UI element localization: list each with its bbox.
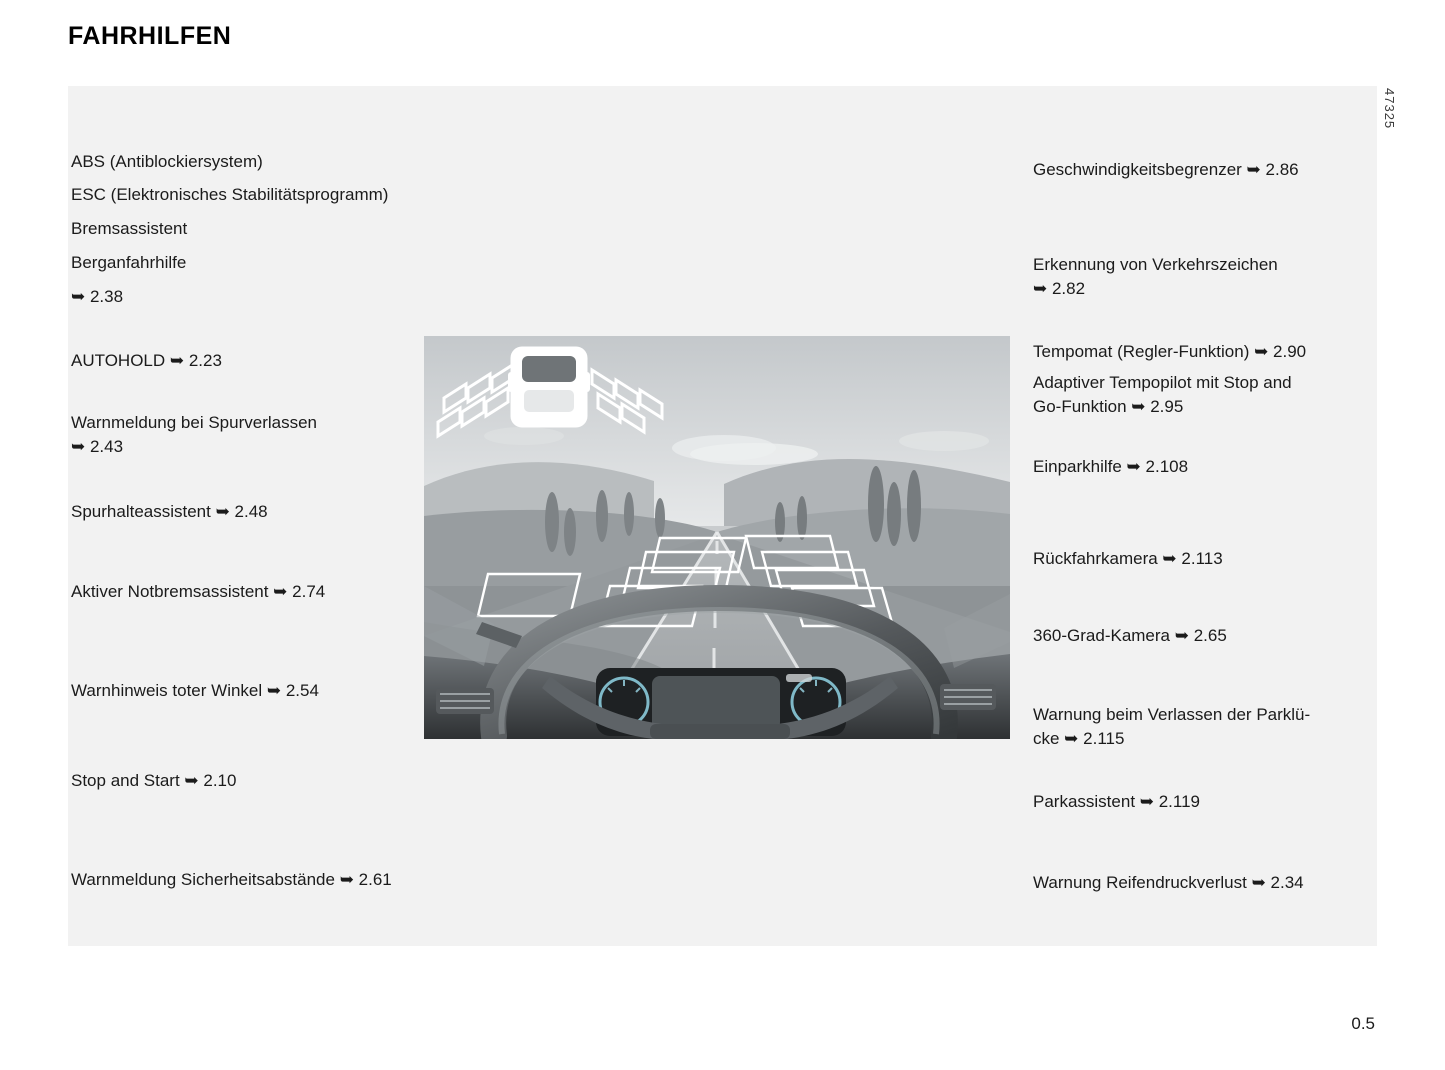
feature-entry: Geschwindigkeitsbegrenzer ➥ 2.86 (1033, 160, 1299, 179)
feature-entry: Bremsassistent (71, 219, 188, 238)
feature-entry: Aktiver Notbremsassistent ➥ 2.74 (71, 582, 326, 601)
feature-entry: 360-Grad-Kamera ➥ 2.65 (1033, 626, 1227, 645)
feature-entry: Stop and Start ➥ 2.10 (71, 771, 237, 790)
feature-entry: Go-Funktion ➥ 2.95 (1033, 397, 1184, 416)
feature-entry: ➥ 2.43 (71, 437, 124, 456)
feature-entry: Parkassistent ➥ 2.119 (1033, 792, 1201, 811)
feature-entry: Warnhinweis toter Winkel ➥ 2.54 (71, 681, 319, 700)
feature-entry: Warnmeldung Sicherheitsabstände ➥ 2.61 (71, 870, 392, 889)
driver-assistance-illustration (424, 336, 1010, 739)
vehicle-graphic (508, 348, 590, 426)
feature-entry: Warnung Reifendruckverlust ➥ 2.34 (1033, 873, 1304, 892)
feature-entry: Spurhalteassistent ➥ 2.48 (71, 502, 268, 521)
feature-entry: Tempomat (Regler-Funktion) ➥ 2.90 (1033, 342, 1307, 361)
feature-entry: ESC (Elektronisches Stabilitätsprogramm) (71, 185, 389, 204)
feature-entry: Rückfahrkamera ➥ 2.113 (1033, 549, 1223, 568)
figure-reference-number: 47325 (1382, 88, 1397, 130)
feature-entry: Adaptiver Tempopilot mit Stop and (1033, 373, 1292, 392)
feature-entry: Warnung beim Verlassen der Parklü- (1033, 705, 1311, 724)
page-title: FAHRHILFEN (68, 22, 232, 50)
feature-entry: Berganfahrhilfe (71, 253, 187, 272)
feature-entry: Erkennung von Verkehrszeichen (1033, 255, 1278, 274)
feature-entry: cke ➥ 2.115 (1033, 729, 1125, 748)
feature-entry: ➥ 2.82 (1033, 279, 1086, 298)
illustration-svg (424, 336, 1010, 739)
feature-entry: ABS (Antiblockiersystem) (71, 152, 263, 171)
feature-entry: ➥ 2.38 (71, 287, 124, 306)
feature-entry: AUTOHOLD ➥ 2.23 (71, 351, 222, 370)
page-number: 0.5 (1351, 1014, 1375, 1033)
feature-entry: Einparkhilfe ➥ 2.108 (1033, 457, 1189, 476)
feature-entry: Warnmeldung bei Spurverlassen (71, 413, 317, 432)
